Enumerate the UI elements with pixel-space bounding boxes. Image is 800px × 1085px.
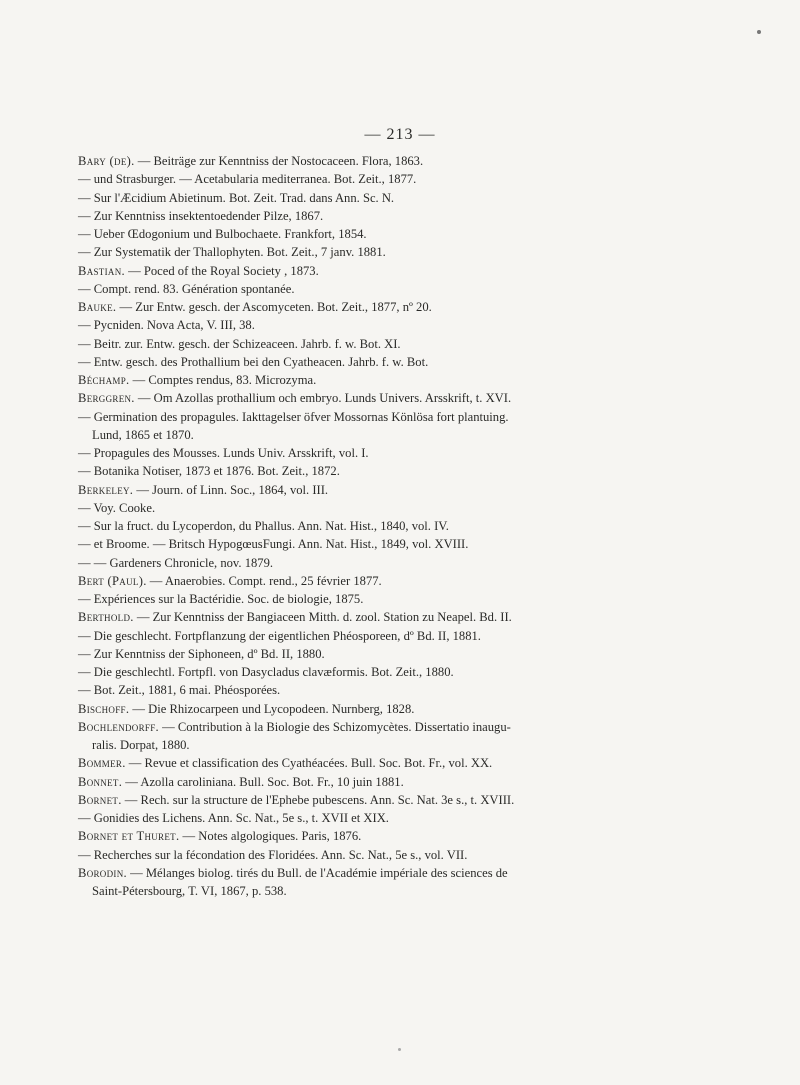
entry-author: Bonnet.	[78, 774, 123, 789]
bibliography-entry	[78, 864, 563, 901]
bibliography-entry	[78, 225, 573, 243]
bibliography-entry	[78, 389, 573, 407]
entry-text: — Zur Kenntniss insektentoedender Pilze, 1867.	[78, 208, 324, 223]
entry-text: — Comptes rendus, 83. Microzyma.	[129, 373, 317, 387]
entry-author: Berthold.	[78, 610, 134, 625]
entry-author: Borodin.	[78, 865, 127, 880]
bibliography-entry	[78, 754, 573, 772]
bibliography-entry	[78, 170, 573, 188]
bibliography-entry	[78, 535, 573, 553]
bibliography-entry	[78, 316, 573, 334]
entry-text: — Voy. Cooke.	[78, 500, 156, 515]
bibliography-list	[78, 152, 573, 900]
entry-text: — Sur la fruct. du Lycoperdon, du Phallus. Ann. Nat. Hist., 1840, vol. IV.	[78, 519, 449, 533]
entry-continuation: ralis. Dorpat, 1880.	[92, 738, 190, 752]
bibliography-entry	[78, 189, 573, 207]
bibliography-entry	[78, 481, 573, 499]
entry-continuation: Saint-Pétersbourg, T. VI, 1867, p. 538.	[92, 884, 287, 898]
bibliography-entry	[78, 280, 573, 298]
entry-author: Bornet.	[78, 792, 122, 807]
bibliography-entry	[78, 627, 573, 645]
entry-author: Bochlendorff.	[78, 719, 159, 734]
bibliography-entry	[78, 681, 573, 699]
entry-text: — und Strasburger. — Acetabularia mediterranea. Bot. Zeit., 1877.	[78, 172, 417, 187]
bibliography-entry	[78, 663, 573, 681]
entry-author: Berkeley.	[78, 482, 134, 497]
bibliography-entry	[78, 718, 563, 755]
entry-author: Bischoff.	[78, 701, 130, 716]
entry-text: — Mélanges biolog. tirés du Bull. de l'Académie impériale des sciences de	[126, 865, 508, 880]
entry-author: Bary (de).	[78, 154, 135, 168]
bibliography-entry	[78, 700, 573, 718]
entry-author: Bert (Paul).	[78, 573, 147, 588]
entry-text: — Propagules des Mousses. Lunds Univ. Arsskrift, vol. I.	[78, 446, 369, 460]
bibliography-entry	[78, 353, 573, 371]
bibliography-entry	[78, 846, 573, 864]
entry-text: — Die geschlecht. Fortpflanzung der eigentlichen Phéosporeen, dº Bd. II, 1881.	[78, 628, 481, 643]
bibliography-entry	[78, 371, 573, 389]
entry-text: — Rech. sur la structure de l'Ephebe pubescens. Ann. Sc. Nat. 3e s., t. XVIII.	[121, 792, 515, 807]
bibliography-entry	[78, 827, 573, 845]
entry-text: — Zur Kenntniss der Bangiaceen Mitth. d. zool. Station zu Neapel. Bd. II.	[133, 610, 512, 625]
entry-text: — Poced of the Royal Society , 1873.	[124, 263, 319, 278]
scan-speck	[398, 1048, 401, 1051]
bibliography-entry	[78, 462, 573, 480]
entry-text: — Contribution à la Biologie des Schizomycètes. Dissertatio inaugu-	[158, 719, 511, 734]
bibliography-entry	[78, 608, 573, 626]
bibliography-entry	[78, 298, 573, 316]
entry-text: — Om Azollas prothallium och embryo. Lunds Univers. Arsskrift, t. XVI.	[134, 391, 512, 406]
bibliography-entry	[78, 499, 573, 517]
bibliography-entry	[78, 554, 573, 572]
bibliography-entry	[78, 408, 563, 445]
bibliography-entry	[78, 572, 573, 590]
page-number: — 213 —	[364, 126, 436, 143]
entry-text: — Ueber Œdogonium und Bulbochaete. Frankfort, 1854.	[78, 227, 367, 241]
bibliography-entry	[78, 645, 573, 663]
bibliography-entry	[78, 243, 573, 261]
entry-text: — Pycniden. Nova Acta, V. III, 38.	[78, 318, 255, 333]
entry-text: — Recherches sur la fécondation des Floridées. Ann. Sc. Nat., 5e s., vol. VII.	[78, 847, 468, 862]
bibliography-entry	[78, 335, 573, 353]
bibliography-entry	[78, 444, 573, 462]
entry-text: — Notes algologiques. Paris, 1876.	[179, 829, 362, 844]
entry-author: Bommer.	[78, 756, 126, 771]
entry-text: — Revue et classification des Cyathéacées. Bull. Soc. Bot. Fr., vol. XX.	[125, 756, 493, 771]
entry-text: — et Broome. — Britsch HypogœusFungi. Ann. Nat. Hist., 1849, vol. XVIII.	[78, 537, 469, 552]
bibliography-entry	[78, 809, 573, 827]
entry-text: — Sur l'Æcidium Abietinum. Bot. Zeit. Trad. dans Ann. Sc. N.	[78, 190, 395, 205]
entry-text: — Botanika Notiser, 1873 et 1876. Bot. Zeit., 1872.	[78, 464, 340, 479]
entry-text: — Zur Kenntniss der Siphoneen, dº Bd. II, 1880.	[78, 646, 325, 661]
bibliography-entry	[78, 791, 573, 809]
entry-text: — Bot. Zeit., 1881, 6 mai. Phéosporées.	[78, 683, 281, 698]
bibliography-entry	[78, 262, 573, 280]
entry-text: — Beitr. zur. Entw. gesch. der Schizeaceen. Jahrb. f. w. Bot. XI.	[78, 336, 401, 351]
entry-author: Béchamp.	[78, 373, 130, 387]
entry-text: — Expériences sur la Bactéridie. Soc. de biologie, 1875.	[78, 592, 364, 606]
entry-author: Berggren.	[78, 391, 135, 406]
entry-text: — Azolla caroliniana. Bull. Soc. Bot. Fr., 10 juin 1881.	[122, 774, 404, 789]
entry-text: — — Gardeners Chronicle, nov. 1879.	[78, 555, 274, 570]
entry-text: — Zur Entw. gesch. der Ascomyceten. Bot. Zeit., 1877, nº 20.	[116, 300, 432, 314]
entry-continuation: Lund, 1865 et 1870.	[92, 427, 194, 442]
entry-text: — Journ. of Linn. Soc., 1864, vol. III.	[133, 482, 329, 497]
entry-text: — Die geschlechtl. Fortpfl. von Dasycladus clavæformis. Bot. Zeit., 1880.	[78, 665, 454, 679]
entry-text: — Entw. gesch. des Prothallium bei den Cyatheacen. Jahrb. f. w. Bot.	[78, 354, 429, 369]
scan-speck	[757, 30, 761, 34]
bibliography-entry	[78, 590, 573, 608]
bibliography-entry	[78, 773, 573, 791]
entry-text: — Die Rhizocarpeen und Lycopodeen. Nurnberg, 1828.	[129, 701, 415, 716]
entry-author: Bastian.	[78, 263, 125, 278]
entry-author: Bauke.	[78, 300, 117, 314]
entry-text: — Gonidies des Lichens. Ann. Sc. Nat., 5e s., t. XVII et XIX.	[78, 811, 389, 825]
entry-text: — Compt. rend. 83. Génération spontanée.	[78, 281, 295, 296]
entry-text: — Germination des propagules. Iakttagelser öfver Mossornas Könlösa fort plantuing.	[78, 409, 509, 424]
bibliography-entry	[78, 517, 573, 535]
bibliography-entry	[78, 152, 573, 170]
entry-text: — Anaerobies. Compt. rend., 25 février 1877.	[146, 573, 382, 588]
bibliography-entry	[78, 207, 573, 225]
entry-author: Bornet et Thuret.	[78, 829, 180, 844]
entry-text: — Zur Systematik der Thallophyten. Bot. Zeit., 7 janv. 1881.	[78, 245, 386, 260]
entry-text: — Beiträge zur Kenntniss der Nostocaceen. Flora, 1863.	[134, 154, 424, 168]
